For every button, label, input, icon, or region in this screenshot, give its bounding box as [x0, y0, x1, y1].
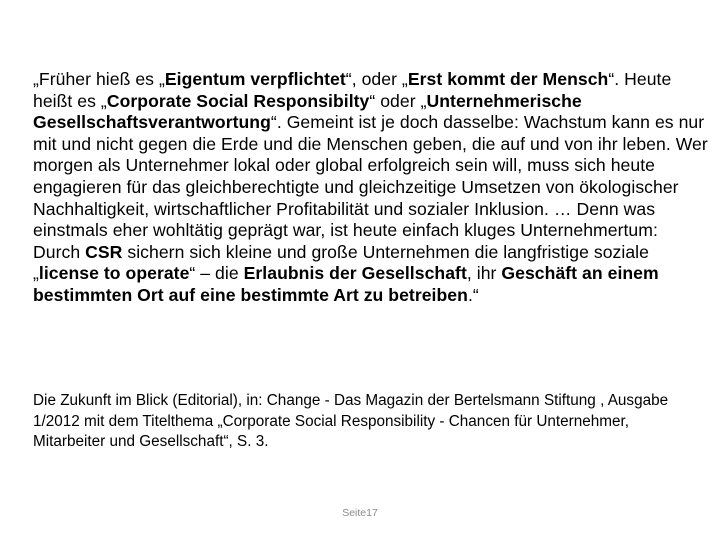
- quote-text: , ihr: [466, 263, 502, 284]
- quote-text: sichern sich kleine und große Unternehmen die langfristige soziale „: [33, 241, 649, 284]
- quote-emphasis: CSR: [85, 241, 123, 262]
- quote-text: “. Gemeint ist je doch dasselbe: Wachstum kann es nur mit und nicht gegen die Erde und die Menschen geben, die auf und von ihr leben. Wer morgen als Unternehmer lokal oder global erfolgreich sein will, muss sich heute engagieren für das gleichberechtigte und gleichzeitige Umsetzen von ökologischer Nachhaltigkeit, wirtschaftlicher Profitabilität und sozialer Inklusion. … Denn was einstmals eher wohltätig geprägt war, ist heute einfach kluges Unternehmertum: Durch: [33, 112, 708, 262]
- quote-emphasis: Erlaubnis der Gesellschaft: [243, 263, 467, 284]
- quote-text: “. Heute heißt es „: [33, 69, 672, 111]
- quote-paragraph: [33, 69, 708, 307]
- quote-text: “, oder „: [345, 69, 408, 89]
- quote-text: “ – die: [189, 263, 244, 284]
- page-number: Seite17: [342, 507, 378, 519]
- quote-text: .“: [467, 284, 479, 305]
- quote-emphasis: Geschäft an einem bestimmten Ort auf eine bestimmte Art zu betreiben: [33, 263, 659, 305]
- quote-emphasis: license to operate: [38, 263, 190, 284]
- source-citation: Die Zukunft im Blick (Editorial), in: Change - Das Magazin der Bertelsmann Stiftung , Ausgabe 1/2012 mit dem Titelthema „Corporate Social Responsibility - Chancen für Unternehmer, Mitarbeiter und Gesellschaft“, S. 3.: [33, 392, 669, 450]
- quote-emphasis: Corporate Social Responsibilty: [106, 90, 370, 111]
- quote-text: “ oder „: [369, 90, 427, 111]
- quote-emphasis: Eigentum verpflichtet: [164, 69, 346, 89]
- quote-emphasis: Unternehmerische Gesellschaftsverantwortung: [33, 90, 582, 133]
- quote-emphasis: Erst kommt der Mensch: [407, 69, 609, 89]
- quote-text: „Früher hieß es „: [33, 69, 165, 89]
